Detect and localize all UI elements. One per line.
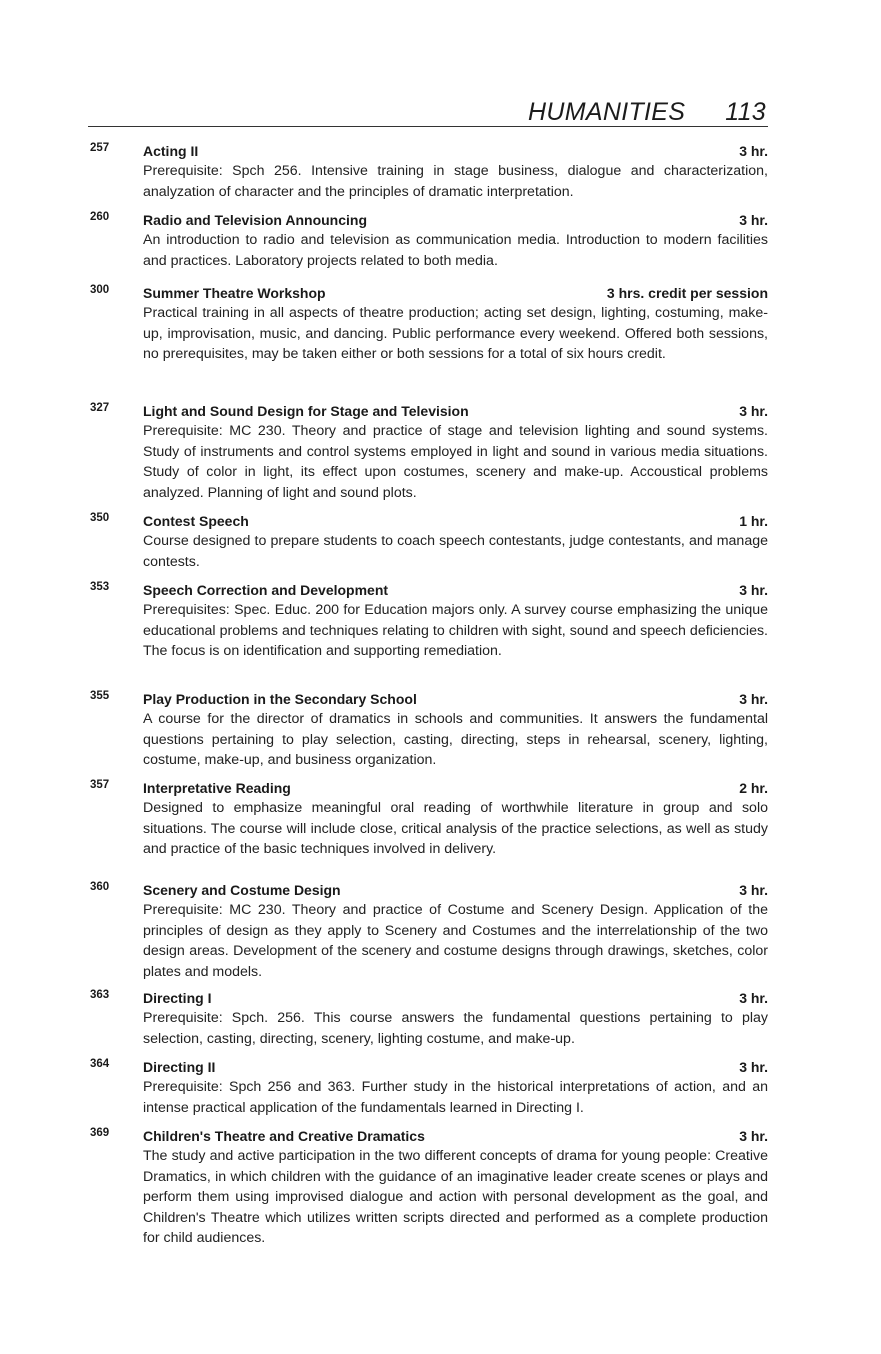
course-credit: 3 hr. <box>739 990 768 1006</box>
course-entry <box>88 142 768 202</box>
course-entry <box>88 402 768 503</box>
course-entry <box>88 690 768 771</box>
course-credit: 3 hr. <box>739 403 768 419</box>
course-title: Play Production in the Secondary School <box>143 691 417 707</box>
course-number: 363 <box>90 989 110 1001</box>
course-entry <box>88 1058 768 1118</box>
course-description: Course designed to prepare students to coach speech contestants, judge contestants, and manage contests. <box>143 533 768 570</box>
course-entry <box>88 779 768 860</box>
course-title: Summer Theatre Workshop <box>143 285 326 301</box>
course-description: An introduction to radio and television as communication media. Introduction to modern facilities and practices. Laboratory projects related to both media. <box>143 232 768 269</box>
course-credit: 3 hr. <box>739 882 768 898</box>
course-title: Interpretative Reading <box>143 780 291 796</box>
course-credit: 3 hr. <box>739 1059 768 1075</box>
course-description: Prerequisite: Spch 256. Intensive training in stage business, dialogue and characterization, analyzation of character and the principles of dramatic interpretation. <box>143 163 768 200</box>
course-description: Prerequisites: Spec. Educ. 200 for Education majors only. A survey course emphasizing the unique educational problems and techniques relating to children with sight, sound and speech deficiencies. The focus is on identification and supporting remediation. <box>143 602 768 659</box>
course-credit: 1 hr. <box>739 513 768 529</box>
course-entry <box>88 581 768 662</box>
course-credit: 3 hrs. credit per session <box>606 285 768 301</box>
course-number: 355 <box>90 690 110 702</box>
course-title: Directing II <box>143 1059 216 1075</box>
course-number: 353 <box>90 581 110 593</box>
course-number: 350 <box>90 512 110 524</box>
course-description: Prerequisite: Spch. 256. This course answers the fundamental questions pertaining to play selection, casting, directing, scenery, lighting costume, and make-up. <box>143 1010 768 1047</box>
course-entry <box>88 284 768 365</box>
course-entry <box>88 881 768 982</box>
course-credit: 3 hr. <box>739 582 768 598</box>
course-credit: 3 hr. <box>739 1128 768 1144</box>
course-description: Designed to emphasize meaningful oral reading of worthwhile literature in group and solo situations. The course will include close, critical analysis of the practice selections, as well as study and practice of the basic techniques involved in delivery. <box>143 800 768 857</box>
course-number: 357 <box>90 779 110 791</box>
course-number: 360 <box>90 881 110 893</box>
course-entry <box>88 211 768 271</box>
course-description: Practical training in all aspects of theatre production; acting set design, lighting, costuming, make-up, improvisation, music, and dancing. Public performance every weekend. Offered both sessions, no prerequisites, may be taken either or both sessions for a total of six hours credit. <box>143 305 768 362</box>
course-description: Prerequisite: Spch 256 and 363. Further study in the historical interpretations of action, and an intense practical application of the fundamentals learned in Directing I. <box>143 1079 768 1116</box>
course-title: Directing I <box>143 990 212 1006</box>
course-credit: 2 hr. <box>739 780 768 796</box>
course-number: 260 <box>90 211 110 223</box>
section-title: HUMANITIES <box>528 98 686 126</box>
course-title: Contest Speech <box>143 513 249 529</box>
course-credit: 3 hr. <box>739 212 768 228</box>
page-number: 113 <box>725 98 766 126</box>
page-header <box>0 98 766 127</box>
course-description: Prerequisite: MC 230. Theory and practice of Costume and Scenery Design. Application of the principles of design as they apply to Scenery and Costumes and the interrelationship of the two design areas. Development of the scenery and costume designs through drawings, sketches, color plates and models. <box>143 902 768 980</box>
course-number: 369 <box>90 1127 110 1139</box>
course-entry <box>88 512 768 572</box>
course-title: Radio and Television Announcing <box>143 212 368 228</box>
course-title: Scenery and Costume Design <box>143 882 341 898</box>
course-title: Speech Correction and Development <box>143 582 389 598</box>
course-credit: 3 hr. <box>739 691 768 707</box>
course-number: 327 <box>90 402 110 414</box>
course-title: Acting II <box>143 143 199 159</box>
course-credit: 3 hr. <box>739 143 768 159</box>
course-number: 257 <box>90 142 110 154</box>
course-entry <box>88 989 768 1049</box>
header-rule <box>88 126 768 127</box>
course-title: Children's Theatre and Creative Dramatics <box>143 1128 425 1144</box>
course-entry <box>88 1127 768 1249</box>
course-description: The study and active participation in the two different concepts of drama for young people: Creative Dramatics, in which children with the guidance of an imaginative leader create scenes or plays and perform them using improvised dialogue and action with personal development as the goal, and Children's Theatre which utilizes written scripts directed and performed as a complete production for child audiences. <box>143 1148 768 1246</box>
course-number: 300 <box>90 284 110 296</box>
course-title: Light and Sound Design for Stage and Television <box>143 403 469 419</box>
course-number: 364 <box>90 1058 110 1070</box>
course-description: Prerequisite: MC 230. Theory and practice of stage and television lighting and sound systems. Study of instruments and control systems employed in light and sound in various media situations. Study of color in light, its effect upon costumes, scenery and make-up. Accoustical problems analyzed. Planning of light and sound plots. <box>143 423 768 501</box>
course-description: A course for the director of dramatics in schools and communities. It answers the fundamental questions pertaining to play selection, casting, directing, steps in rehearsal, scenery, lighting, costume, make-up, and business organization. <box>143 711 768 768</box>
